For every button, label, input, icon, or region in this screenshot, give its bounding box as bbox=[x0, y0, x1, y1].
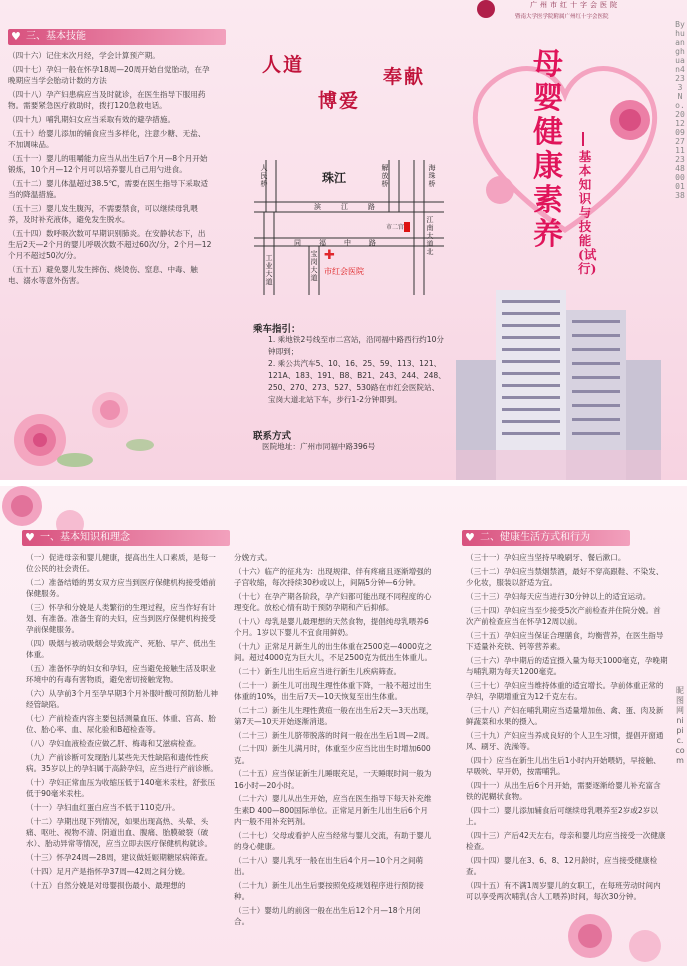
section-header-knowledge bbox=[22, 530, 230, 546]
list-item: （二十八）婴儿乳牙一般在出生后4个月—10个月之间萌出。 bbox=[234, 855, 424, 876]
list-item: （五十一）婴儿的咀嚼能力应当从出生后7个月—8个月开始锻炼，10个月—12个月可以培养婴儿自己用勺进食。 bbox=[8, 153, 208, 174]
list-item: （八）孕妇血液检查应做乙肝、梅毒和艾滋病检查。 bbox=[26, 739, 201, 749]
road-label: 宝岗大道 bbox=[310, 250, 318, 282]
list-item: （四十九）哺乳期妇女应当采取有效的避孕措施。 bbox=[8, 114, 176, 124]
list-item: （四十）应当在新生儿出生后1小时内开始喂奶，早接触、早吸吮、早开奶，按需哺乳。 bbox=[466, 755, 661, 776]
list-item: （二）准备结婚的男女双方应当到医疗保健机构接受婚前保健服务。 bbox=[26, 578, 216, 599]
list-item: （二十六）婴儿从出生开始，应当在医生指导下每天补充维生素D 400—800国际单位。正常足月新生儿出生后6个月内一般不用补充钙剂。 bbox=[234, 794, 432, 826]
list-item: （五）准备怀孕的妇女和孕妇，应当避免接触生活及职业环境中的有毒有害物质，避免密切接触宠物。 bbox=[26, 664, 216, 685]
slogan-dedication: 奉献 bbox=[383, 66, 426, 88]
rose-decoration-icon bbox=[0, 360, 160, 480]
list-item: （五十四）数呼吸次数可早期识别肺炎。在安静状态下，出生后2天—2个月的婴儿呼吸次数不超过60次/分，2个月—12个月不超过50次/分。 bbox=[8, 228, 212, 260]
lifestyle-list bbox=[466, 552, 668, 905]
skills-list bbox=[8, 50, 212, 289]
list-item: （二十一）新生儿可出现生理性体重下降，一般不超过出生体重的10%，出生后7天—10天恢复至出生体重。 bbox=[234, 680, 432, 701]
heart-icon: ♥ bbox=[465, 531, 475, 544]
top-panel bbox=[0, 0, 687, 480]
heart-icon: ♥ bbox=[11, 30, 21, 43]
list-item: （五十）给婴儿添加的辅食应当多样化，注意少糖、无盐、不加调味品。 bbox=[8, 128, 206, 149]
list-item: （二十二）新生儿生理性黄疸一般在出生后2天—3天出现，第7天—10天开始逐渐消退。 bbox=[234, 705, 434, 726]
list-item: （二十七）父母或看护人应当经常与婴儿交流，有助于婴儿的身心健康。 bbox=[234, 830, 432, 851]
list-item: （三十九）产妇应当养成良好的个人卫生习惯，提倡开窗通风、刷牙、洗澡等。 bbox=[466, 730, 664, 751]
road-label: 人民桥 bbox=[260, 164, 268, 188]
road-label: 江南大道北 bbox=[426, 216, 434, 256]
section-title: 二、健康生活方式和行为 bbox=[480, 532, 590, 543]
list-item: （三十八）产妇在哺乳期应当适量增加鱼、禽、蛋、肉及新鲜蔬菜和水果的摄入。 bbox=[466, 705, 664, 726]
list-item: （三十六）孕中期后的适宜摄入量为每天1000毫克，孕晚期与哺乳期为每天1200毫克。 bbox=[466, 655, 668, 676]
knowledge-list-col2 bbox=[234, 552, 434, 930]
list-item: （五十五）避免婴儿发生摔伤、烧烫伤、窒息、中毒、触电、溺水等意外伤害。 bbox=[8, 264, 198, 285]
map-roads-icon bbox=[254, 160, 444, 300]
list-item: （十五）自然分娩是对母婴损伤最小、最理想的 bbox=[26, 880, 186, 890]
list-item: （四十六）记住末次月经，学会计算预产期。 bbox=[8, 51, 160, 60]
list-item: （三十二）孕妇应当禁烟禁酒，最好不穿高跟鞋、不染发、少化妆，服装以舒适为宜。 bbox=[466, 566, 664, 587]
nipic-watermark: 昵图网 nipic.com bbox=[675, 686, 685, 765]
station-label: 市二宫 bbox=[386, 224, 405, 231]
list-item: （六）从孕前3个月至孕早期3个月补服叶酸可预防胎儿神经管缺陷。 bbox=[26, 689, 218, 710]
list-item: （四）吸烟与被动吸烟会导致流产、死胎、早产、低出生体重。 bbox=[26, 639, 216, 660]
list-item: （三十三）孕妇每天应当进行30分钟以上的适宜运动。 bbox=[466, 591, 651, 601]
list-item: （二十九）新生儿出生后要按照免疫规划程序进行预防接种。 bbox=[234, 880, 424, 901]
list-item: （十）孕妇正常血压为收缩压低于140毫米汞柱，舒张压低于90毫米汞柱。 bbox=[26, 778, 216, 799]
list-item: 1. 乘地铁2号线至市二宫站，沿同福中路西行约10分钟即到； bbox=[268, 335, 445, 356]
list-item: （三十四）孕妇应当至少接受5次产前检查并住院分娩。首次产前检查应当在怀孕12周以前。 bbox=[466, 605, 661, 626]
list-item: 分娩方式。 bbox=[234, 553, 272, 562]
rose-decoration-icon bbox=[560, 906, 670, 966]
list-item: （二十四）新生儿满月时，体重至少应当比出生时增加600克。 bbox=[234, 744, 431, 765]
list-item: （十一）孕妇血红蛋白应当不低于110克/升。 bbox=[26, 803, 180, 812]
list-item: （四十五）有不满1周岁婴儿的女职工，在每班劳动时间内可以享受两次哺乳(含人工喂养)时间，每次30分钟。 bbox=[466, 880, 661, 901]
river-label: 珠江 bbox=[322, 171, 347, 185]
bottom-panel bbox=[0, 486, 687, 966]
list-item: （五十二）婴儿体温超过38.5℃，需要在医生指导下采取适当的降温措施。 bbox=[8, 178, 209, 199]
list-item: （三十五）孕妇应当保证合理膳食，均衡营养，在医生指导下适量补充铁、钙等营养素。 bbox=[466, 630, 664, 651]
list-item: （四十七）孕妇一般在怀孕18周—20周开始自觉胎动，在孕晚期应当学会胎动计数的方法 bbox=[8, 64, 210, 85]
section-header-skills bbox=[8, 29, 226, 45]
list-item: （四十三）产后42天左右，母亲和婴儿均应当接受一次健康检查。 bbox=[466, 830, 666, 851]
road-label: 滨江路 bbox=[314, 203, 395, 211]
list-item: （十四）足月产是指怀孕37周—42周之间分娩。 bbox=[26, 866, 190, 876]
location-map bbox=[254, 160, 444, 300]
cover-dash bbox=[582, 132, 584, 146]
heart-frame-icon bbox=[455, 40, 675, 240]
list-item: （四十四）婴儿在3、6、8、12月龄时，应当接受健康检查。 bbox=[466, 855, 658, 876]
list-item: （十九）正常足月新生儿的出生体重在2500克—4000克之间。超过4000克为巨大儿，不足2500克为低出生体重儿。 bbox=[234, 641, 433, 662]
list-item: （一）促进母亲和婴儿健康，提高出生人口素质，是每一位公民的社会责任。 bbox=[26, 553, 216, 574]
hospital-name: 广州市红十字会医院 bbox=[530, 1, 620, 9]
list-item: （二十五）应当保证新生儿睡眠充足，一天睡眠时间一般为16小时—20小时。 bbox=[234, 769, 432, 790]
list-item: （四十一）从出生后6个月开始，需要逐渐给婴儿补充富含铁的泥糊状食物。 bbox=[466, 780, 661, 801]
list-item: （四十二）婴儿添加辅食后可继续母乳喂养至2岁或2岁以上。 bbox=[466, 805, 658, 826]
list-item: （三十）婴幼儿的前囟一般在出生后12个月—18个月闭合。 bbox=[234, 905, 421, 926]
knowledge-list-col1 bbox=[26, 552, 222, 893]
hospital-building-icon bbox=[456, 290, 661, 480]
list-item: 2. 乘公共汽车5、10、16、25、59、113、121、121A、183、191、B8、B21、243、244、248、250、270、273、527、530路在市红会医院站、宝岗大道北站下车，步行1-2分钟即到。 bbox=[268, 359, 446, 404]
slogan-humanity: 人道 bbox=[262, 54, 305, 76]
road-label: 解放桥 bbox=[381, 164, 389, 188]
vertical-watermark: Byhuanghuan4233 No.20120927112348000138 bbox=[675, 20, 685, 200]
list-item: （三十一）孕妇应当坚持早晚刷牙、餐后漱口。 bbox=[466, 553, 626, 562]
section-title: 三、基本技能 bbox=[26, 31, 86, 42]
directions-list bbox=[268, 334, 446, 406]
hospital-cross-icon: ✚ bbox=[324, 248, 335, 263]
list-item: （十七）在孕产期各阶段，孕产妇都可能出现不同程度的心理变化。放松心情有助于预防孕期和产后抑郁。 bbox=[234, 591, 432, 612]
hospital-label: 市红会医院 bbox=[324, 267, 364, 276]
heart-icon: ♥ bbox=[25, 531, 35, 544]
road-label: 工业大道 bbox=[265, 254, 273, 286]
list-item: （九）产前诊断可发现胎儿某些先天性缺陷和遗传性疾病。35岁以上的孕妇属于高龄孕妇，应当进行产前诊断。 bbox=[26, 753, 218, 774]
list-item: （十二）孕期出现下列情况，如果出现高热、头晕、头痛、呕吐、视物不清、阴道出血、腹痛、胎膜破裂（破水）、胎动异常等情况，应当立即去医疗保健机构就诊。 bbox=[26, 816, 213, 849]
list-item: （五十三）婴儿发生腹泻，不需要禁食，可以继续母乳喂养，及时补充液体，避免发生脱水。 bbox=[8, 203, 198, 224]
cover-subtitle: 基本知识与技能(试行) bbox=[578, 149, 597, 276]
hospital-logo-icon bbox=[477, 0, 495, 18]
contact-title: 联系方式 bbox=[253, 431, 292, 442]
road-label: 同福中路 bbox=[294, 239, 394, 247]
list-item: （二十）新生儿出生后应当进行新生儿疾病筛查。 bbox=[234, 666, 402, 676]
list-item: （四十八）孕产妇患病应当及时就诊，在医生指导下服用药物。需要紧急医疗救助时，拨打120急救电话。 bbox=[8, 89, 206, 110]
list-item: （三十七）孕妇应当维持体重的适宜增长。孕前体重正常的孕妇，孕期增重宜为12千克左右。 bbox=[466, 680, 664, 701]
directions-title: 乘车指引： bbox=[253, 324, 301, 335]
list-item: （十三）怀孕24周—28周，建议做妊娠期糖尿病筛查。 bbox=[26, 853, 213, 862]
section-header-lifestyle bbox=[462, 530, 630, 546]
hospital-subname: 暨南大学医学院附属广州红十字会医院 bbox=[515, 14, 609, 20]
cover-title: 母婴健康素养 bbox=[533, 47, 563, 252]
list-item: （三）怀孕和分娩是人类繁衍的生理过程，应当作好有计划、有准备。准备生育的夫妇，应当到医疗保健机构接受孕前保健服务。 bbox=[26, 603, 216, 635]
address: 医院地址：广州市同福中路396号 bbox=[262, 442, 376, 451]
slogan-fraternity: 博爱 bbox=[318, 90, 361, 112]
section-title: 一、基本知识和理念 bbox=[40, 532, 130, 543]
list-item: （二十三）新生儿脐带脱落的时间一般在出生后1周—2周。 bbox=[234, 730, 434, 740]
list-item: （十八）母乳是婴儿最理想的天然食物，提倡纯母乳喂养6个月。1岁以下婴儿不宜食用鲜奶。 bbox=[234, 616, 429, 637]
road-label: 海珠桥 bbox=[428, 164, 436, 188]
list-item: （十六）临产的征兆为：出现规律、伴有疼痛且逐渐增强的子宫收缩，每次持续30秒或以上，间隔5分钟—6分钟。 bbox=[234, 566, 432, 587]
list-item: （七）产前检查内容主要包括测量血压、体重、宫高、胎位、胎心率、血、尿化验和B超检查等。 bbox=[26, 714, 216, 735]
